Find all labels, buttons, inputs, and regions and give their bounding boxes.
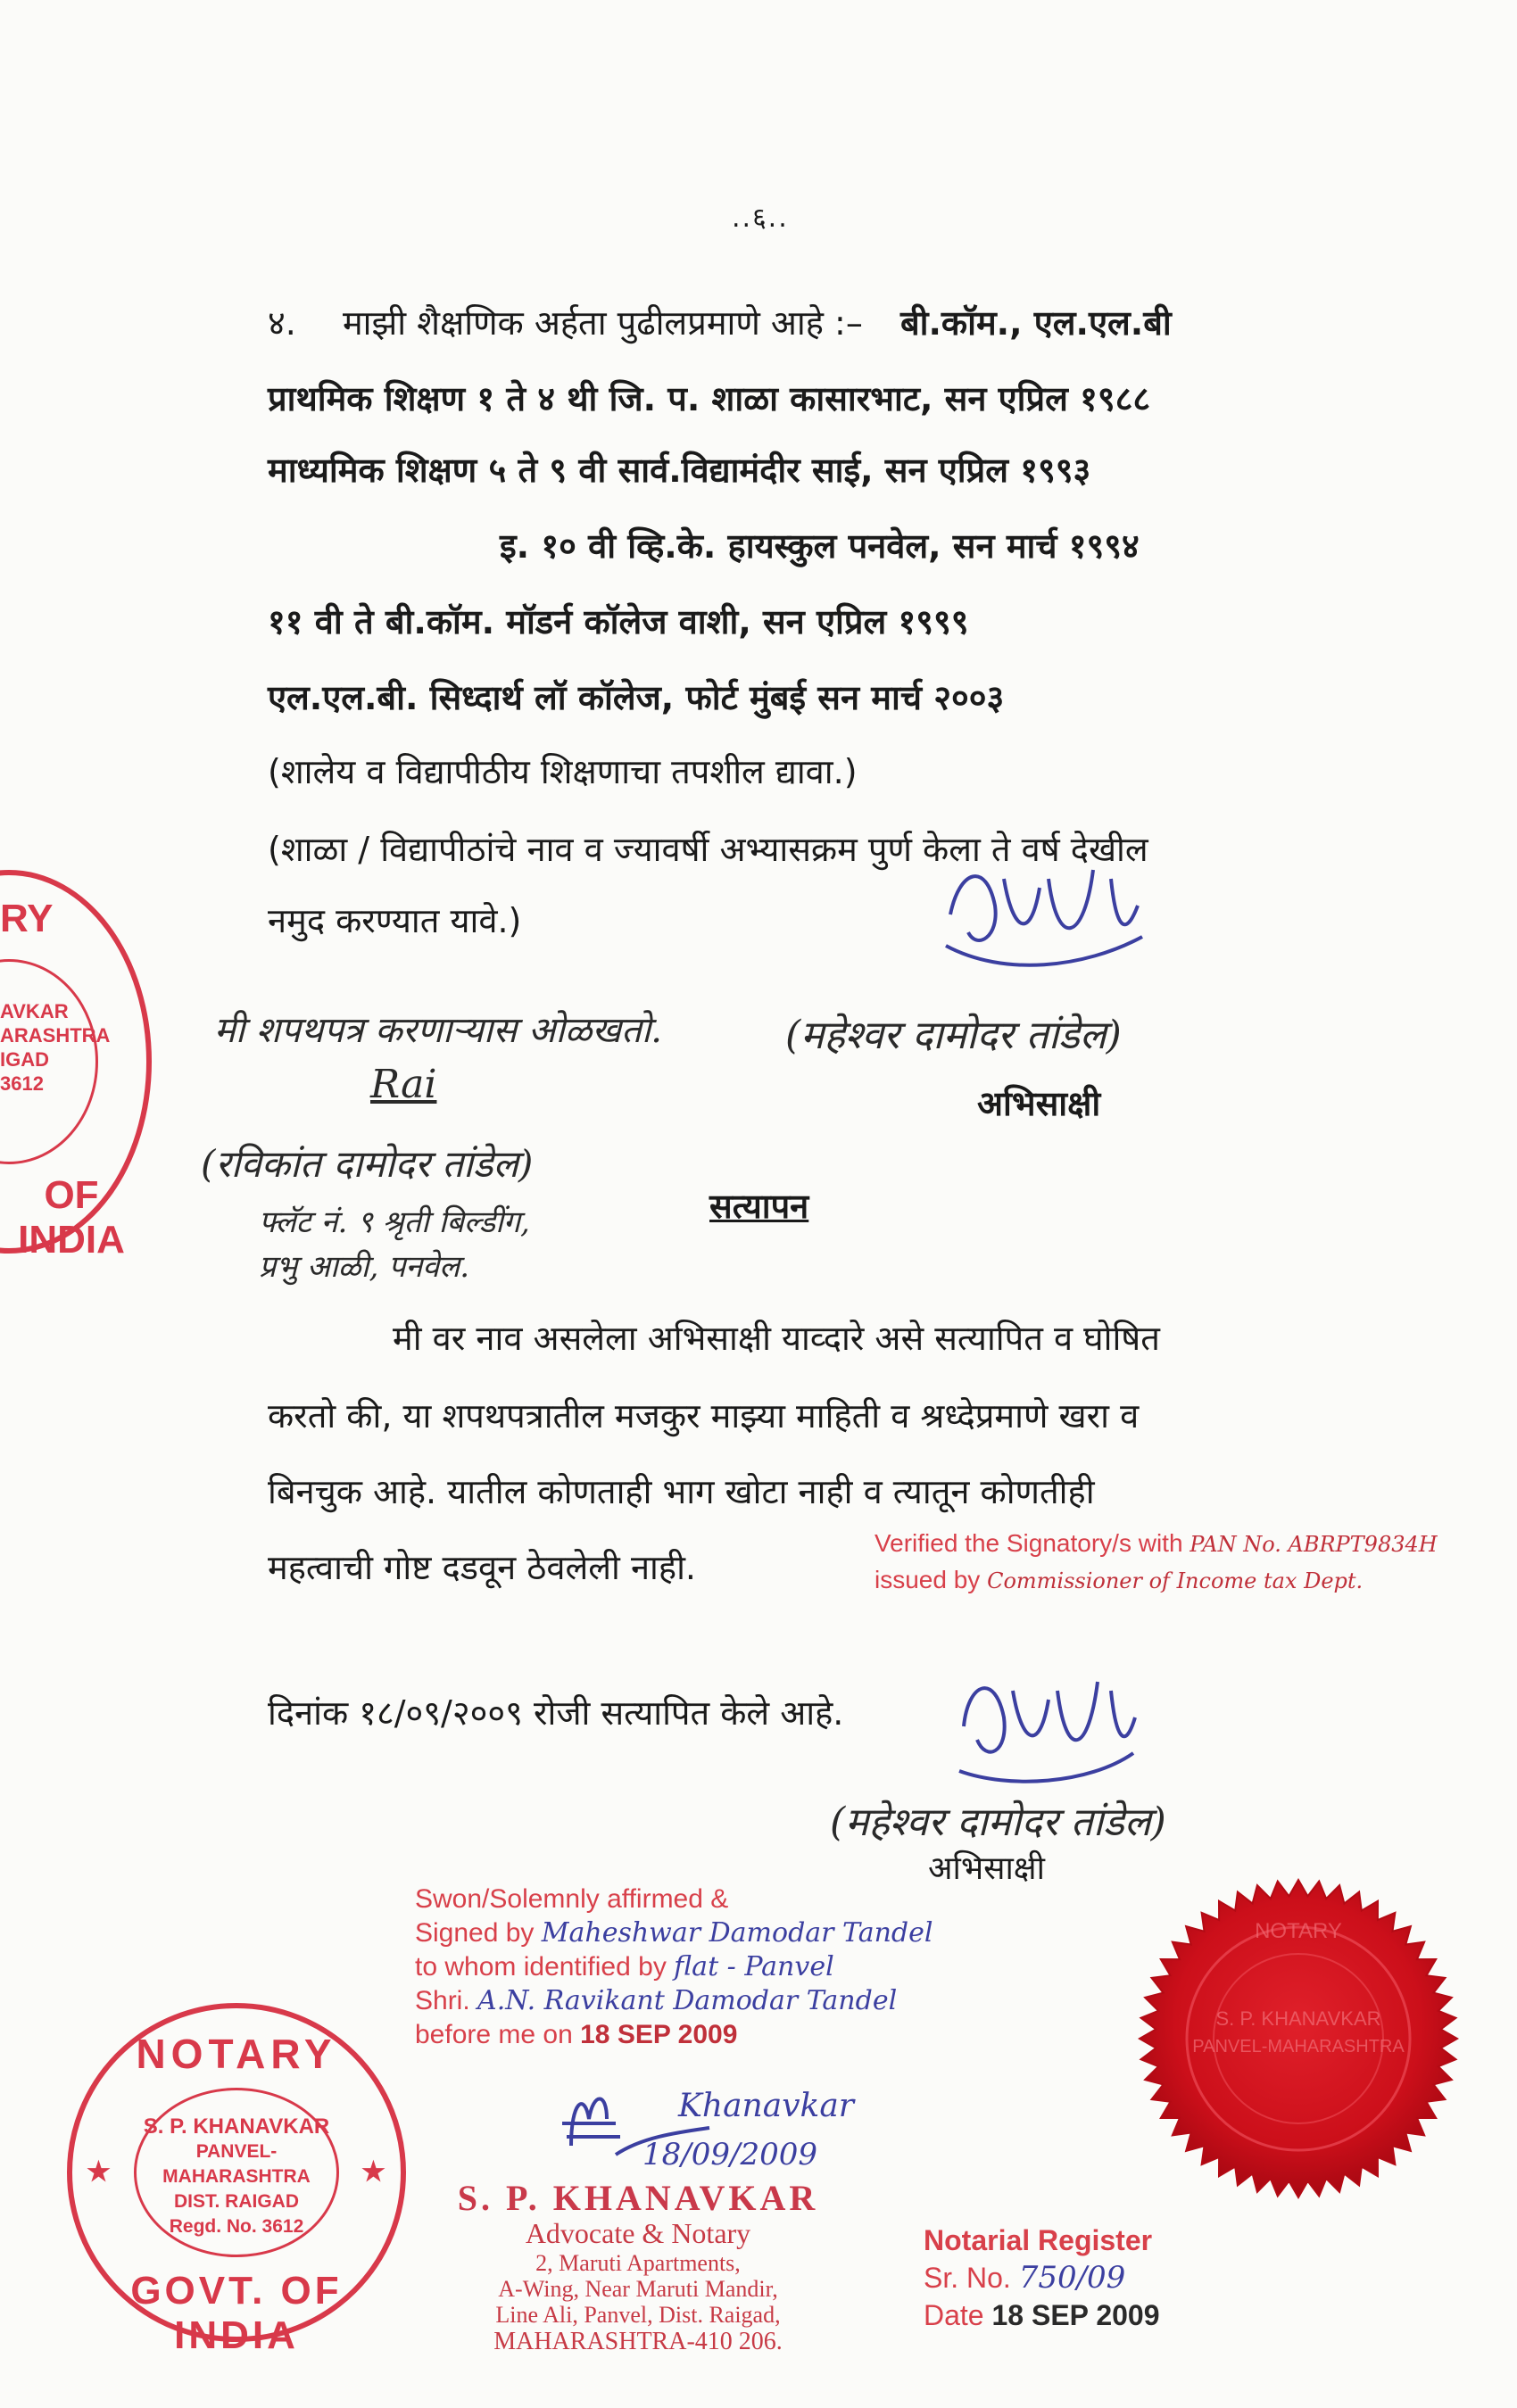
register-date-value: 18 SEP 2009	[991, 2299, 1160, 2331]
verified-line2-label: issued by	[875, 1566, 981, 1593]
sworn-shri-label: Shri.	[415, 1986, 470, 2015]
partial-stamp-center: AVKAR ARASHTRA IGAD 3612	[0, 1000, 111, 1095]
register-sr-label: Sr. No.	[924, 2262, 1011, 2294]
notary-address-1: 2, Maruti Apartments,	[535, 2250, 741, 2276]
notary-title: Advocate & Notary	[525, 2217, 751, 2249]
education-note-names-cont: नमुद करण्यात यावे.)	[268, 901, 522, 940]
register-label: Notarial Register	[924, 2224, 1153, 2256]
register-date-label: Date	[924, 2299, 984, 2331]
notarial-register	[924, 2222, 1160, 2334]
round-stamp-star-left: ★	[87, 2157, 111, 2187]
verified-line1-label: Verified the Signatory/s with	[875, 1529, 1183, 1557]
seal-name: S. P. KHANAVKAR	[1215, 2007, 1381, 2030]
education-heading-text: माझी शैक्षणिक अर्हता पुढीलप्रमाणे आहे :–	[342, 303, 863, 343]
verified-issuer: Commissioner of Income tax Dept.	[987, 1568, 1364, 1593]
notary-sign-date: 18/09/2009	[642, 2137, 817, 2172]
notary-name: S. P. KHANAVKAR	[457, 2178, 819, 2218]
sworn-date: 18 SEP 2009	[580, 2020, 738, 2049]
notary-address-2: A-Wing, Near Maruti Mandir,	[498, 2276, 778, 2302]
sworn-before-label: before me on	[415, 2020, 573, 2049]
seal-top: NOTARY	[1255, 1919, 1342, 1943]
verification-witness-name: (महेश्वर दामोदर तांडेल)	[830, 1800, 1166, 1845]
education-heading	[268, 299, 1172, 345]
verified-pan: PAN No. ABRPT9834H	[1190, 1532, 1438, 1557]
sworn-signed-name: Maheshwar Damodar Tandel	[541, 1917, 933, 1949]
education-note-details: (शालेय व विद्यापीठीय शिक्षणाचा तपशील द्यावा.)	[268, 752, 858, 791]
verification-witness-label: अभिसाक्षी	[928, 1850, 1045, 1887]
round-stamp-top: NOTARY	[136, 2031, 337, 2077]
education-note-names: (शाळा / विद्यापीठांचे नाव व ज्यावर्षी अभ्यासक्रम पुर्ण केला ते वर्ष देखील	[268, 830, 1148, 869]
partial-notary-stamp	[0, 870, 152, 1262]
section-number: ४.	[268, 303, 296, 343]
sworn-signed-label: Signed by	[415, 1918, 535, 1948]
page-number: ..६..	[732, 203, 789, 234]
education-line-ssc: इ. १० वी व्हि.के. हायस्कुल पनवेल, सन मार्च १९९४	[500, 526, 1140, 566]
seal-place: PANVEL-MAHARASHTRA	[1192, 2037, 1405, 2056]
verification-heading: सत्यापन	[709, 1187, 809, 1226]
identifier-address-line2: प्रभु आळी, पनवेल.	[259, 1249, 470, 1285]
verification-date: दिनांक १८/०९/२००९ रोजी सत्यापित केले आहे.	[268, 1693, 844, 1733]
education-line-secondary: माध्यमिक शिक्षण ५ ते ९ वी सार्व.विद्यामंदीर साई, सन एप्रिल १९९३	[268, 451, 1091, 490]
partial-stamp-bottom: OF INDIA	[18, 1173, 125, 1262]
witness-name-handwritten: (महेश्वर दामोदर तांडेल)	[785, 1013, 1122, 1058]
red-wax-seal	[1129, 1865, 1468, 2213]
partial-stamp-top: RY	[0, 897, 54, 940]
notary-address-block	[424, 2177, 852, 2355]
identifier-signature: Rai	[370, 1062, 437, 1107]
round-stamp-star-right: ★	[361, 2157, 385, 2187]
verified-signatory-stamp	[875, 1526, 1438, 1599]
register-sr-value: 750/09	[1018, 2260, 1126, 2296]
round-stamp-bottom: GOVT. OF INDIA	[130, 2269, 343, 2357]
notary-round-stamp	[67, 2003, 406, 2357]
witness-signature-1	[933, 852, 1147, 977]
sworn-stamp	[415, 1883, 933, 2052]
sworn-identified-label: to whom identified by	[415, 1952, 667, 1982]
identifier-name: (रविकांत दामोदर तांडेल)	[201, 1142, 534, 1186]
education-line-llb: एल.एल.बी. सिध्दार्थ लॉ कॉलेज, फोर्ट मुंबई सन मार्च २००३	[268, 678, 1005, 717]
verification-line-1: मी वर नाव असलेला अभिसाक्षी याव्दारे असे सत्यापित व घोषित	[393, 1319, 1160, 1358]
witness-label: अभिसाक्षी	[977, 1084, 1101, 1123]
sworn-identified-place: flat - Panvel	[674, 1951, 834, 1982]
notary-address-4: MAHARASHTRA-410 206.	[493, 2328, 783, 2355]
education-line-bcom: ११ वी ते बी.कॉम. मॉडर्न कॉलेज वाशी, सन एप्रिल १९९९	[268, 602, 969, 641]
witness-signature-2	[946, 1655, 1142, 1789]
verification-line-2: करतो की, या शपथपत्रातील मजकुर माझ्या माहिती व श्रध्देप्रमाणे खरा व	[268, 1396, 1140, 1436]
verification-line-4: महत्वाची गोष्ट दडवून ठेवलेली नाही.	[268, 1548, 696, 1587]
notary-address-3: Line Ali, Panvel, Dist. Raigad,	[495, 2302, 781, 2328]
education-degree: बी.कॉम., एल.एल.बी	[899, 303, 1172, 343]
sworn-line1: Swon/Solemnly affirmed &	[415, 1884, 729, 1914]
sworn-identifier-name: A.N. Ravikant Damodar Tandel	[477, 1985, 898, 2016]
round-stamp-center: S. P. KHANAVKAR PANVEL-MAHARASHTRA DIST. RAIGAD Regd. No. 3612	[143, 2114, 330, 2237]
education-line-primary: प्राथमिक शिक्षण १ ते ४ थी जि. प. शाळा कासारभाट, सन एप्रिल १९८८	[268, 379, 1151, 418]
identifier-statement: मी शपथपत्र करणाऱ्यास ओळखतो.	[214, 1010, 662, 1051]
notary-signature: Khanavkar	[678, 2088, 855, 2124]
verification-line-3: बिनचुक आहे. यातील कोणताही भाग खोटा नाही व त्यातून कोणतीही	[268, 1472, 1095, 1511]
identifier-address-line1: फ्लॅट नं. ९ श्रृती बिल्डींग,	[259, 1204, 530, 1240]
